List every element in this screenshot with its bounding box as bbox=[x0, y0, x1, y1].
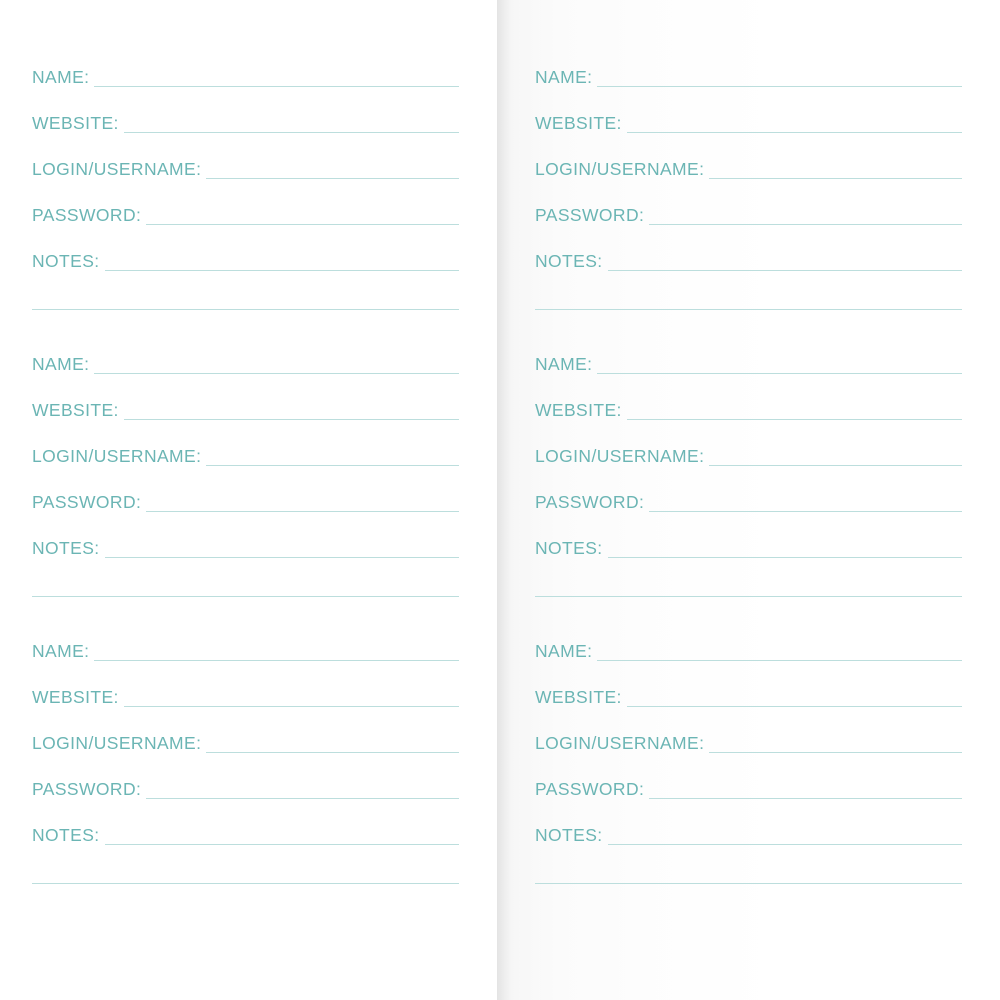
notes-write-line[interactable] bbox=[608, 831, 962, 845]
login-write-line[interactable] bbox=[206, 452, 459, 466]
website-write-line[interactable] bbox=[124, 693, 459, 707]
login-write-line[interactable] bbox=[709, 452, 962, 466]
field-notes bbox=[535, 527, 962, 558]
field-label-password: PASSWORD: bbox=[535, 779, 645, 799]
field-login bbox=[32, 148, 459, 179]
name-write-line[interactable] bbox=[597, 73, 962, 87]
notes-write-line[interactable] bbox=[105, 257, 459, 271]
name-write-line[interactable] bbox=[597, 647, 962, 661]
field-label-login: LOGIN/USERNAME: bbox=[32, 446, 202, 466]
password-write-line[interactable] bbox=[649, 498, 962, 512]
left-page bbox=[0, 0, 497, 1000]
field-login bbox=[535, 435, 962, 466]
field-notes bbox=[535, 814, 962, 845]
password-write-line[interactable] bbox=[146, 211, 459, 225]
field-password bbox=[535, 768, 962, 799]
field-name bbox=[535, 56, 962, 87]
field-label-name: NAME: bbox=[535, 641, 593, 661]
login-write-line[interactable] bbox=[206, 739, 459, 753]
field-website bbox=[535, 102, 962, 133]
field-website bbox=[32, 102, 459, 133]
field-name bbox=[535, 343, 962, 374]
credential-entry bbox=[32, 343, 459, 597]
field-label-name: NAME: bbox=[32, 354, 90, 374]
field-label-name: NAME: bbox=[535, 354, 593, 374]
password-write-line[interactable] bbox=[649, 211, 962, 225]
field-website bbox=[535, 676, 962, 707]
login-write-line[interactable] bbox=[709, 739, 962, 753]
field-login bbox=[535, 722, 962, 753]
field-label-name: NAME: bbox=[535, 67, 593, 87]
field-website bbox=[535, 389, 962, 420]
field-notes bbox=[32, 814, 459, 845]
right-page-entries bbox=[535, 0, 962, 884]
field-label-website: WEBSITE: bbox=[535, 113, 622, 133]
field-label-login: LOGIN/USERNAME: bbox=[535, 159, 705, 179]
field-login bbox=[535, 148, 962, 179]
notes-write-line-second[interactable] bbox=[535, 596, 962, 597]
field-label-name: NAME: bbox=[32, 641, 90, 661]
field-website bbox=[32, 389, 459, 420]
notes-write-line-second[interactable] bbox=[32, 883, 459, 884]
field-name bbox=[32, 343, 459, 374]
notes-write-line[interactable] bbox=[105, 831, 459, 845]
field-login bbox=[32, 722, 459, 753]
field-password bbox=[32, 194, 459, 225]
notes-write-line-second[interactable] bbox=[535, 309, 962, 310]
field-label-password: PASSWORD: bbox=[32, 492, 142, 512]
field-label-website: WEBSITE: bbox=[32, 113, 119, 133]
field-label-website: WEBSITE: bbox=[535, 687, 622, 707]
field-label-notes: NOTES: bbox=[32, 825, 100, 845]
notes-write-line-second[interactable] bbox=[32, 596, 459, 597]
field-password bbox=[535, 481, 962, 512]
field-label-password: PASSWORD: bbox=[32, 779, 142, 799]
field-name bbox=[32, 630, 459, 661]
field-label-website: WEBSITE: bbox=[535, 400, 622, 420]
field-password bbox=[32, 481, 459, 512]
notes-write-line[interactable] bbox=[105, 544, 459, 558]
field-name bbox=[32, 56, 459, 87]
login-write-line[interactable] bbox=[206, 165, 459, 179]
field-notes bbox=[32, 527, 459, 558]
name-write-line[interactable] bbox=[94, 360, 459, 374]
field-label-notes: NOTES: bbox=[535, 251, 603, 271]
field-label-password: PASSWORD: bbox=[535, 492, 645, 512]
notes-write-line-second[interactable] bbox=[535, 883, 962, 884]
field-label-notes: NOTES: bbox=[32, 251, 100, 271]
credential-entry bbox=[535, 343, 962, 597]
notes-write-line[interactable] bbox=[608, 544, 962, 558]
website-write-line[interactable] bbox=[124, 119, 459, 133]
field-label-website: WEBSITE: bbox=[32, 687, 119, 707]
field-label-website: WEBSITE: bbox=[32, 400, 119, 420]
field-label-login: LOGIN/USERNAME: bbox=[535, 733, 705, 753]
name-write-line[interactable] bbox=[94, 647, 459, 661]
name-write-line[interactable] bbox=[94, 73, 459, 87]
field-label-login: LOGIN/USERNAME: bbox=[32, 159, 202, 179]
password-write-line[interactable] bbox=[146, 785, 459, 799]
name-write-line[interactable] bbox=[597, 360, 962, 374]
website-write-line[interactable] bbox=[627, 406, 962, 420]
website-write-line[interactable] bbox=[627, 693, 962, 707]
field-notes bbox=[32, 240, 459, 271]
website-write-line[interactable] bbox=[124, 406, 459, 420]
field-website bbox=[32, 676, 459, 707]
field-login bbox=[32, 435, 459, 466]
password-write-line[interactable] bbox=[146, 498, 459, 512]
field-label-login: LOGIN/USERNAME: bbox=[32, 733, 202, 753]
field-notes bbox=[535, 240, 962, 271]
field-label-password: PASSWORD: bbox=[32, 205, 142, 225]
field-label-notes: NOTES: bbox=[535, 825, 603, 845]
field-label-password: PASSWORD: bbox=[535, 205, 645, 225]
notes-write-line[interactable] bbox=[608, 257, 962, 271]
field-label-notes: NOTES: bbox=[32, 538, 100, 558]
notes-write-line-second[interactable] bbox=[32, 309, 459, 310]
credential-entry bbox=[535, 630, 962, 884]
credential-entry bbox=[32, 56, 459, 310]
password-write-line[interactable] bbox=[649, 785, 962, 799]
field-label-notes: NOTES: bbox=[535, 538, 603, 558]
login-write-line[interactable] bbox=[709, 165, 962, 179]
left-page-entries bbox=[32, 0, 459, 884]
field-password bbox=[32, 768, 459, 799]
website-write-line[interactable] bbox=[627, 119, 962, 133]
credential-entry bbox=[535, 56, 962, 310]
field-label-login: LOGIN/USERNAME: bbox=[535, 446, 705, 466]
credential-entry bbox=[32, 630, 459, 884]
field-password bbox=[535, 194, 962, 225]
right-page bbox=[497, 0, 1000, 1000]
field-name bbox=[535, 630, 962, 661]
field-label-name: NAME: bbox=[32, 67, 90, 87]
